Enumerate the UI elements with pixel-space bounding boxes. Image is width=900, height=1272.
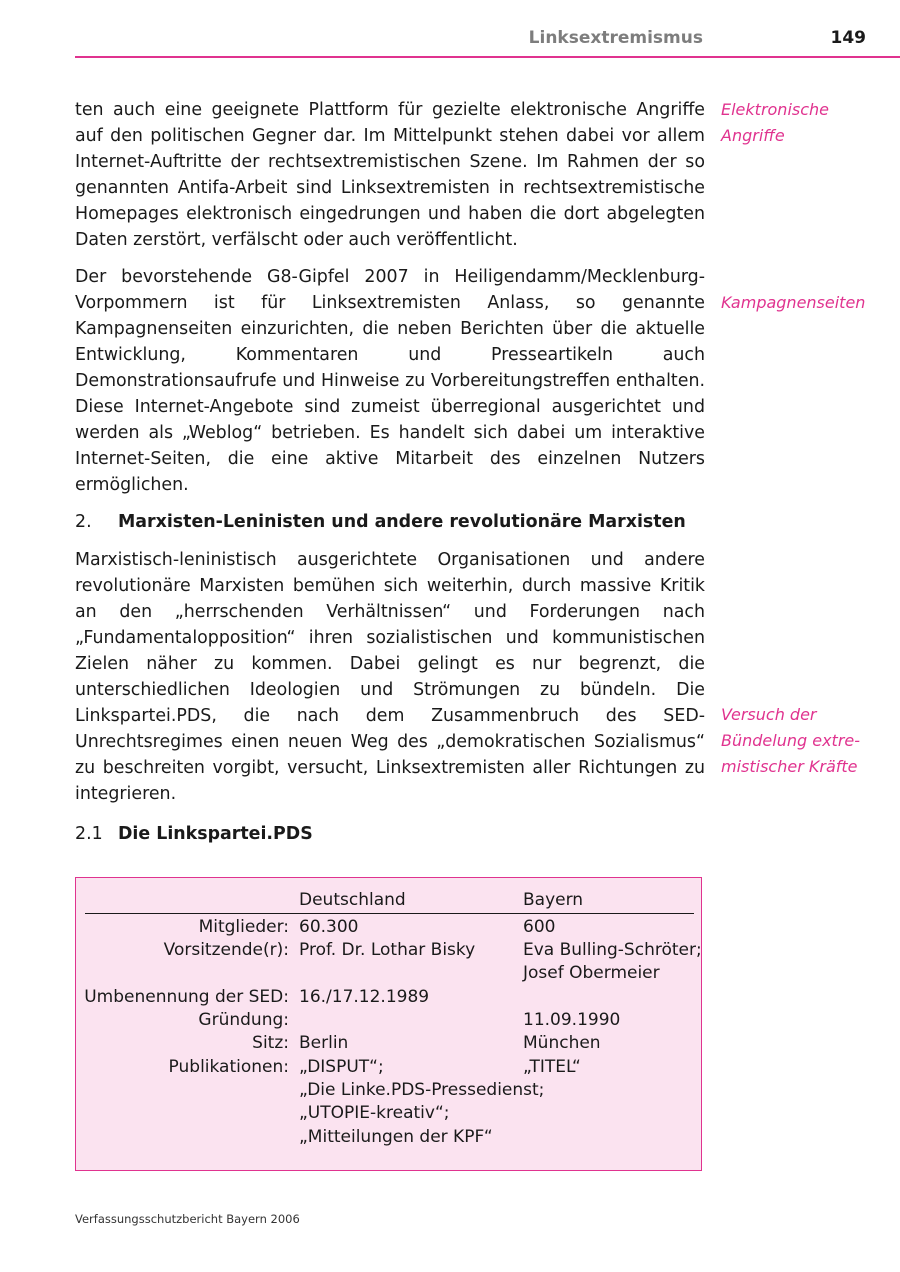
column-header-bavaria: Bayern (523, 890, 584, 910)
info-label: Mitglieder: (198, 917, 289, 937)
info-value-germany: Prof. Dr. Lothar Bisky (299, 940, 476, 960)
info-label: Publikationen: (168, 1057, 289, 1077)
info-label: Umbenennung der SED: (84, 987, 289, 1007)
party-info-box (75, 877, 702, 1171)
margin-note-bundling (721, 702, 891, 780)
paragraph-electronic-attacks: ten auch eine geeignete Plattform für gezielte elektronische Angriffe auf den politischen Gegner dar. Im Mittelpunkt stehen dabei vor allem Internet-Auftritte der rechtsextremistischen Szene. Im Rahmen der so genannten Antifa-Arbeit sind Linksextremisten in rechtsextremistische Homepages elektronisch eingedrungen und haben die dort abgelegten Daten zerstört, verfälscht oder auch veröffentlicht. (75, 100, 705, 250)
info-value-bavaria: München (523, 1033, 601, 1053)
margin-note-line: Elektronische (721, 100, 830, 119)
margin-note-line: Bündelung extre- (721, 731, 861, 750)
margin-note-electronic-attacks (721, 97, 891, 149)
section-title: Die Linkspartei.PDS (118, 824, 313, 844)
column-header-germany: Deutschland (299, 890, 406, 910)
info-value-germany: „Die Linke.PDS-Pressedienst; (299, 1080, 545, 1100)
info-value-bavaria: Josef Obermeier (523, 963, 660, 983)
info-value-germany: „UTOPIE-kreativ“; (299, 1103, 450, 1123)
info-value-bavaria: 600 (523, 917, 556, 937)
info-value-germany: „DISPUT“; (299, 1057, 384, 1077)
info-label: Vorsitzende(r): (163, 940, 289, 960)
paragraph-marxists: Marxistisch-leninistisch ausgerichtete Organisationen und andere revolutionäre Marxisten bemühen sich weiterhin, durch massive Kritik an den „herrschenden Verhältnissen“ und Forderungen nach „Fundamentalopposition“ ihren sozialistischen und kommunistischen Zielen näher zu kommen. Dabei gelingt es nur begrenzt, die unterschiedlichen Ideologien und Strömungen zu bündeln. Die Linkspartei.PDS, die nach dem Zusammenbruch des SED-Unrechtsregimes einen neuen Weg des „demokratischen Sozialismus“ zu beschreiten vorgibt, versucht, Linksextremisten aller Richtungen zu integrieren. (75, 550, 705, 804)
info-value-germany: 60.300 (299, 917, 359, 937)
header-rule (85, 913, 694, 914)
running-header (75, 26, 900, 58)
info-label: Sitz: (252, 1033, 289, 1053)
section-heading-2 (75, 509, 686, 535)
paragraph-campaign-sites: Der bevorstehende G8-Gipfel 2007 in Heiligendamm/Mecklenburg-Vorpommern ist für Linksextremisten Anlass, so genannte Kampagnenseiten einzurichten, die neben Berichten über die aktuelle Entwicklung, Kommentaren und Presseartikeln auch Demonstrationsaufrufe und Hinweise zu Vorbereitungstreffen enthalten. Diese Internet-Angebote sind zumeist überregional ausgerichtet und werden als „Weblog“ betrieben. Es handelt sich dabei um interaktive Internet-Seiten, die eine aktive Mitarbeit des einzelnen Nutzers ermöglichen. (75, 267, 705, 495)
margin-note-campaign-sites (721, 290, 891, 316)
section-number: 2. (75, 512, 92, 532)
section-number: 2.1 (75, 824, 103, 844)
page-number: 149 (830, 28, 866, 48)
margin-note-line: mistischer Kräfte (721, 757, 858, 776)
info-value-bavaria: Eva Bulling-Schröter; (523, 940, 702, 960)
margin-note-line: Angriffe (721, 126, 785, 145)
page-footer: Verfassungsschutzbericht Bayern 2006 (75, 1212, 300, 1226)
info-value-germany: Berlin (299, 1033, 349, 1053)
section-title: Marxisten-Leninisten und andere revolutionäre Marxisten (118, 512, 686, 532)
margin-note-line: Kampagnenseiten (721, 293, 866, 312)
info-value-bavaria: 11.09.1990 (523, 1010, 621, 1030)
margin-note-line: Versuch der (721, 705, 817, 724)
info-value-germany: „Mitteilungen der KPF“ (299, 1127, 493, 1147)
section-heading-2-1 (75, 821, 313, 847)
info-label: Gründung: (198, 1010, 289, 1030)
info-value-germany: 16./17.12.1989 (299, 987, 430, 1007)
header-section-title: Linksextremismus (528, 28, 703, 48)
info-value-bavaria: „TITEL“ (523, 1057, 581, 1077)
